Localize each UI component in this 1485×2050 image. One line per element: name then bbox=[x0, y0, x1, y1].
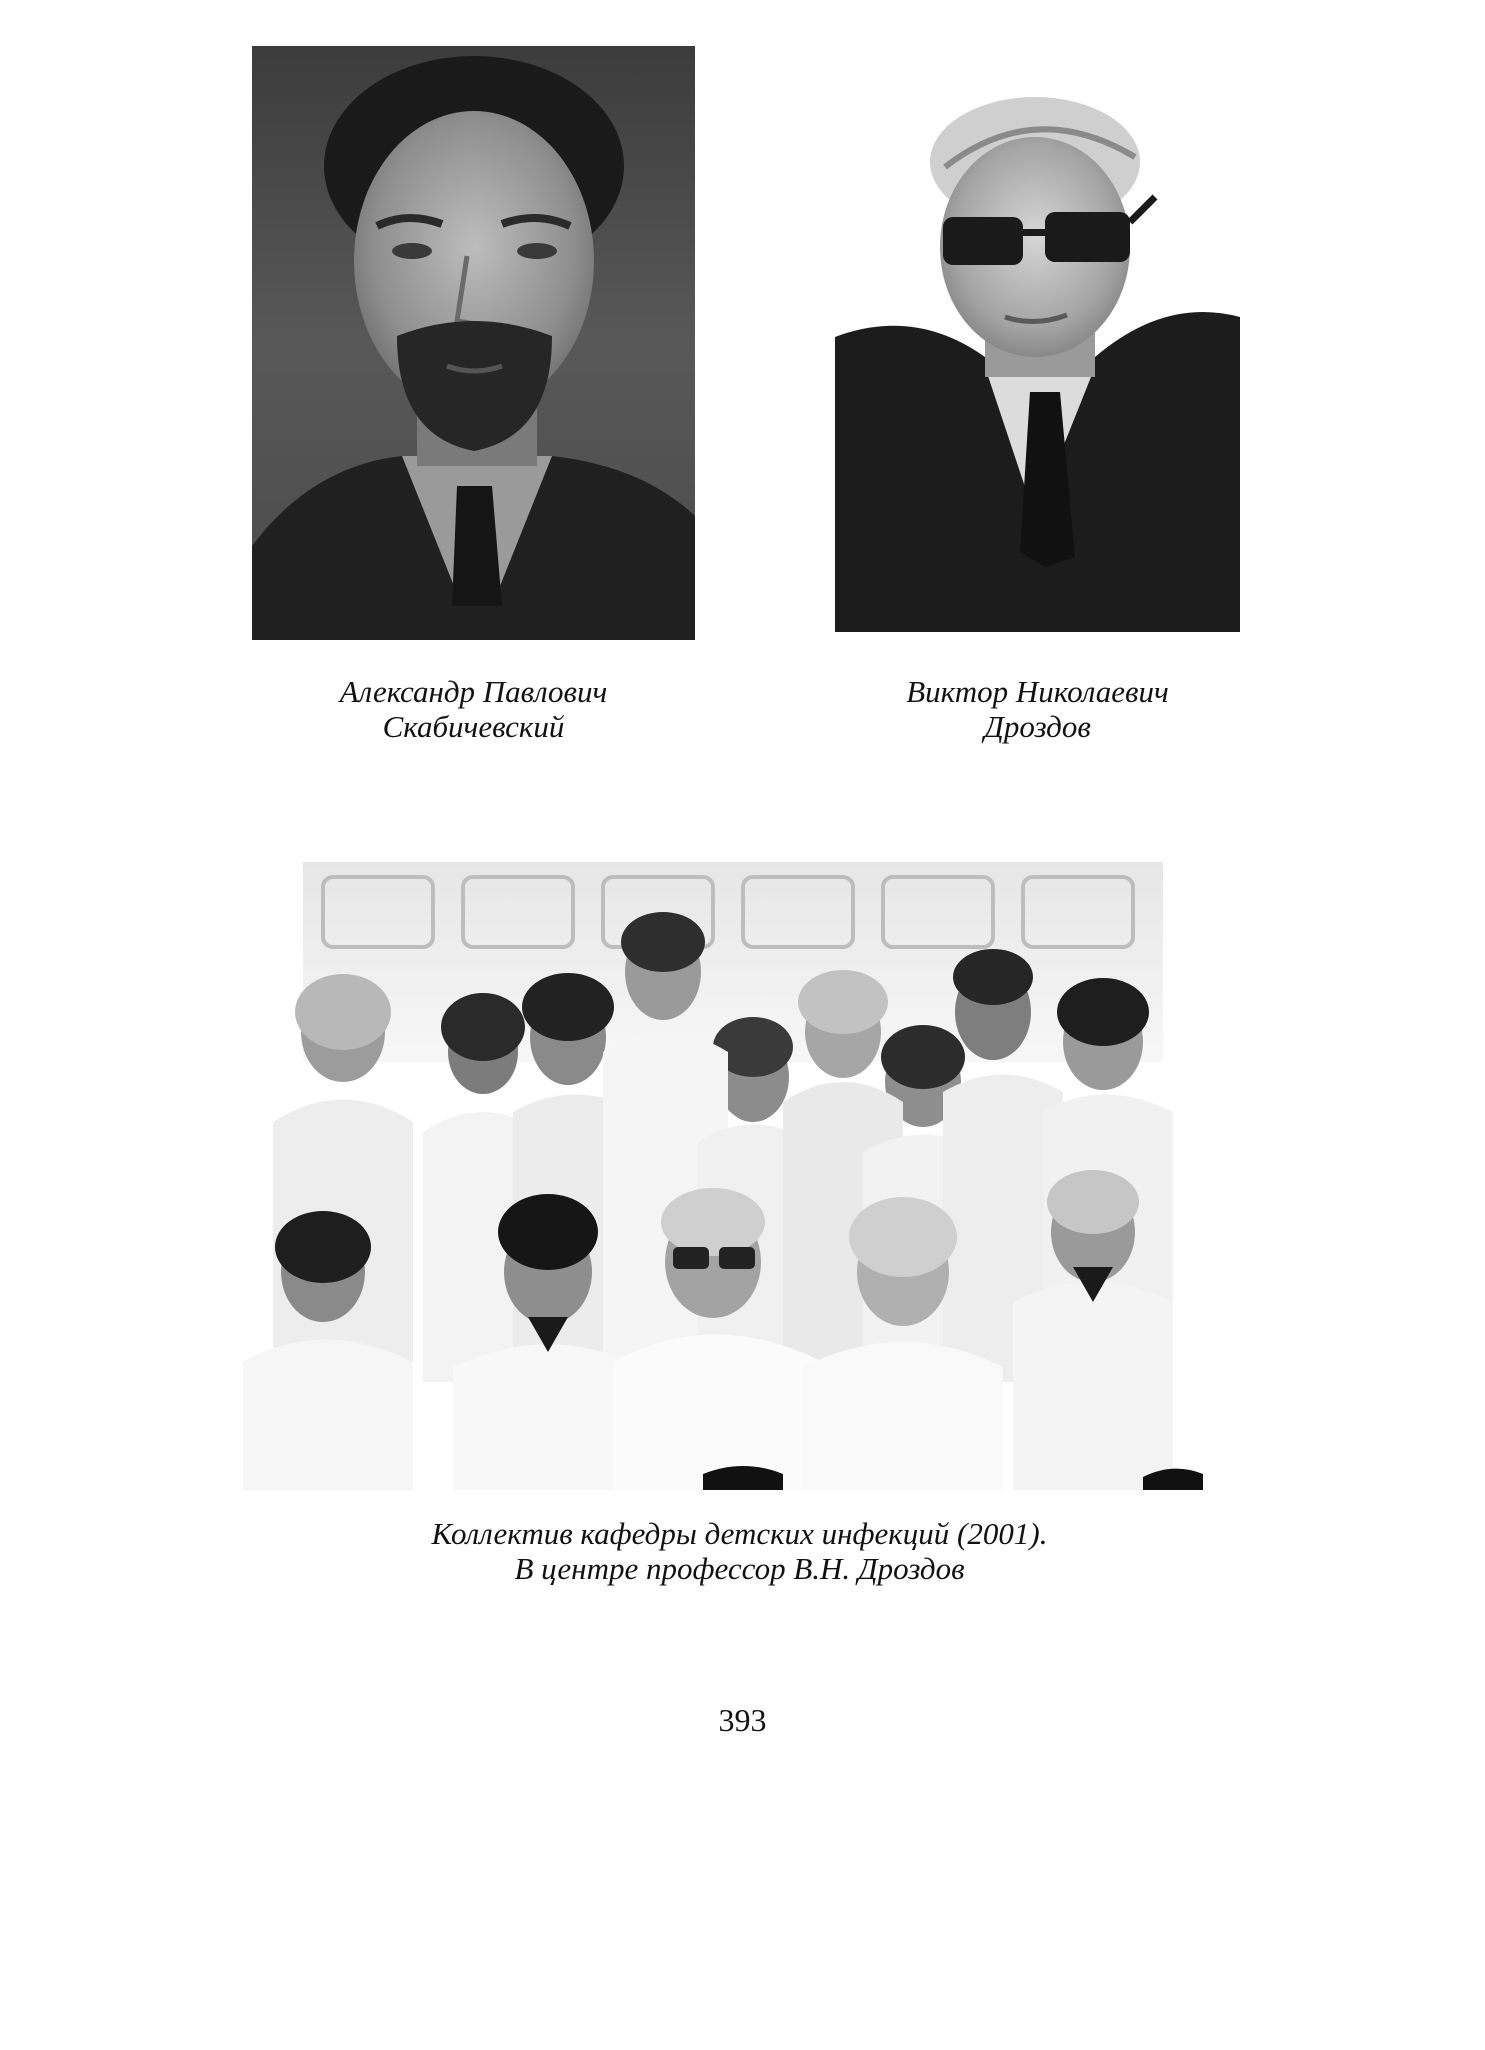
group-caption-line2: В центре профессор В.Н. Дроздов bbox=[514, 1551, 965, 1586]
portrait-caption-line2: Дроздов bbox=[984, 709, 1091, 744]
portrait-caption-line2: Скабичевский bbox=[382, 709, 565, 744]
portrait-caption-left bbox=[252, 674, 695, 744]
portrait-caption-right bbox=[835, 674, 1240, 744]
group-caption-line1: Коллектив кафедры детских инфекций (2001). bbox=[431, 1516, 1048, 1551]
portrait-photo-skabichevsky bbox=[252, 46, 695, 640]
group-photo bbox=[243, 862, 1236, 1490]
portrait-photo-drozdov bbox=[835, 97, 1240, 632]
portrait-caption-line1: Александр Павлович bbox=[339, 674, 608, 709]
page-number: 393 bbox=[718, 1702, 767, 1738]
group-photo-caption bbox=[243, 1516, 1236, 1586]
portrait-caption-line1: Виктор Николаевич bbox=[906, 674, 1169, 709]
